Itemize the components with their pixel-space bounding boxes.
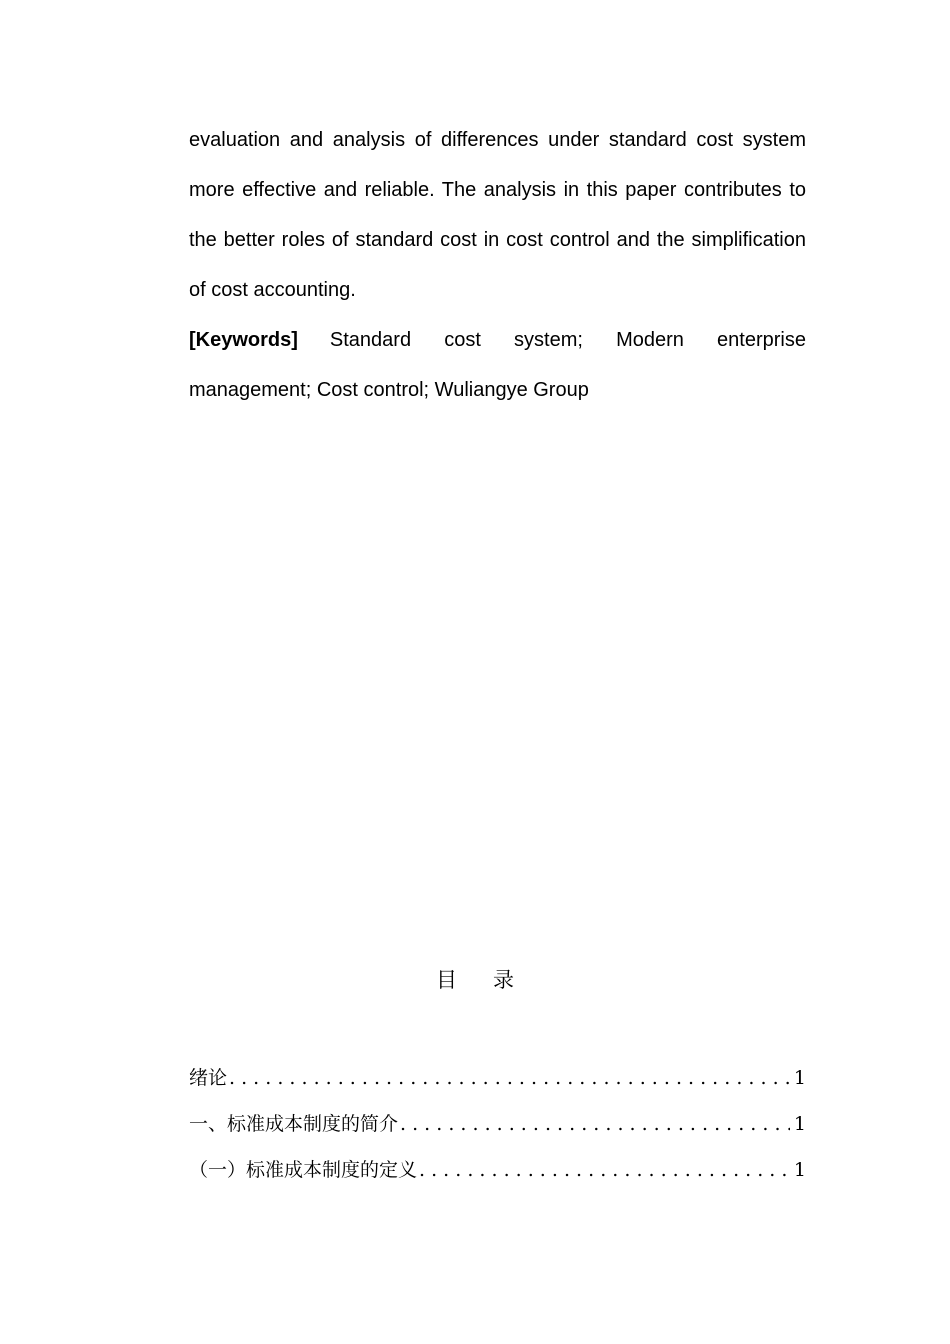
toc-entry[interactable] <box>189 1150 806 1190</box>
toc-leader-dots <box>229 1058 790 1098</box>
keywords-text: Standard cost system; Modern enterprise management; Cost control; Wuliangye Group <box>189 329 806 401</box>
keywords-line <box>189 315 806 415</box>
toc-entry-text: （一）标准成本制度的定义 <box>189 1159 418 1181</box>
keywords-label: [Keywords] <box>189 329 298 351</box>
abstract-paragraph: evaluation and analysis of differences under standard cost system more effective and reliable. The analysis in this paper contributes to the better roles of standard cost in cost control and the simplification of cost accounting. <box>189 129 806 301</box>
abstract-section <box>189 115 806 415</box>
toc-entry[interactable] <box>189 1104 806 1144</box>
toc-entry-text: 一、标准成本制度的简介 <box>189 1113 399 1135</box>
toc-entry-page: 1 <box>793 1159 806 1181</box>
toc-entry[interactable] <box>189 1058 806 1098</box>
toc-title: 目录 <box>436 968 550 992</box>
toc-entry-text: 绪论 <box>189 1067 228 1089</box>
toc-entry-page: 1 <box>793 1067 806 1089</box>
toc-entry-page: 1 <box>793 1113 806 1135</box>
toc-leader-dots <box>400 1104 790 1144</box>
toc-leader-dots <box>419 1150 790 1190</box>
